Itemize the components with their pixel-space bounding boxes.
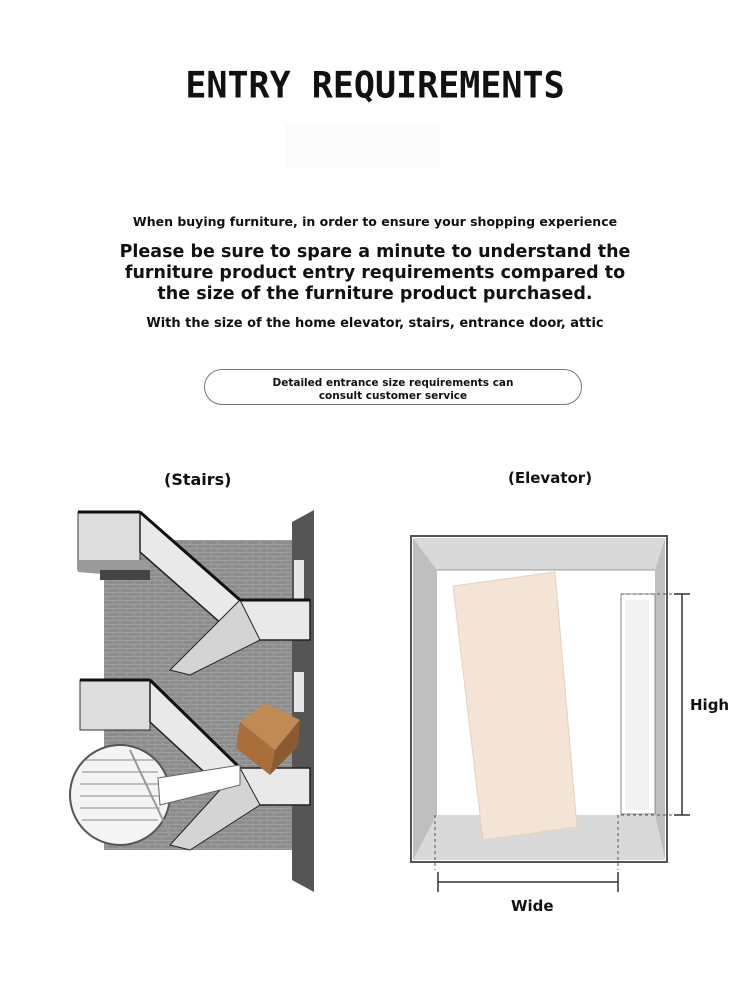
note-line: consult customer service [318,390,468,402]
note-line: Detailed entrance size requirements can [272,377,514,389]
elevator-label: (Elevator) [508,469,593,487]
elevator-illustration-icon [405,530,705,870]
staircase-illustration-icon [60,500,320,900]
intro-text: When buying furniture, in order to ensure your shopping experience [132,214,618,229]
high-dimension-line [672,591,692,821]
stairs-label: (Stairs) [164,470,232,489]
high-label: High [690,696,730,714]
main-notice [100,242,650,305]
wide-label: Wide [511,897,554,915]
page-title: ENTRY REQUIREMENTS [185,65,565,107]
faint-placeholder [285,124,440,168]
customer-service-note [204,369,582,405]
main-notice-line: the size of the furniture product purchased. [157,284,593,304]
main-notice-line: furniture product entry requirements compared to [124,263,626,283]
wide-dimension-line [434,870,624,894]
main-notice-line: Please be sure to spare a minute to understand the [119,242,631,262]
sub-text: With the size of the home elevator, stairs, entrance door, attic [146,316,604,331]
